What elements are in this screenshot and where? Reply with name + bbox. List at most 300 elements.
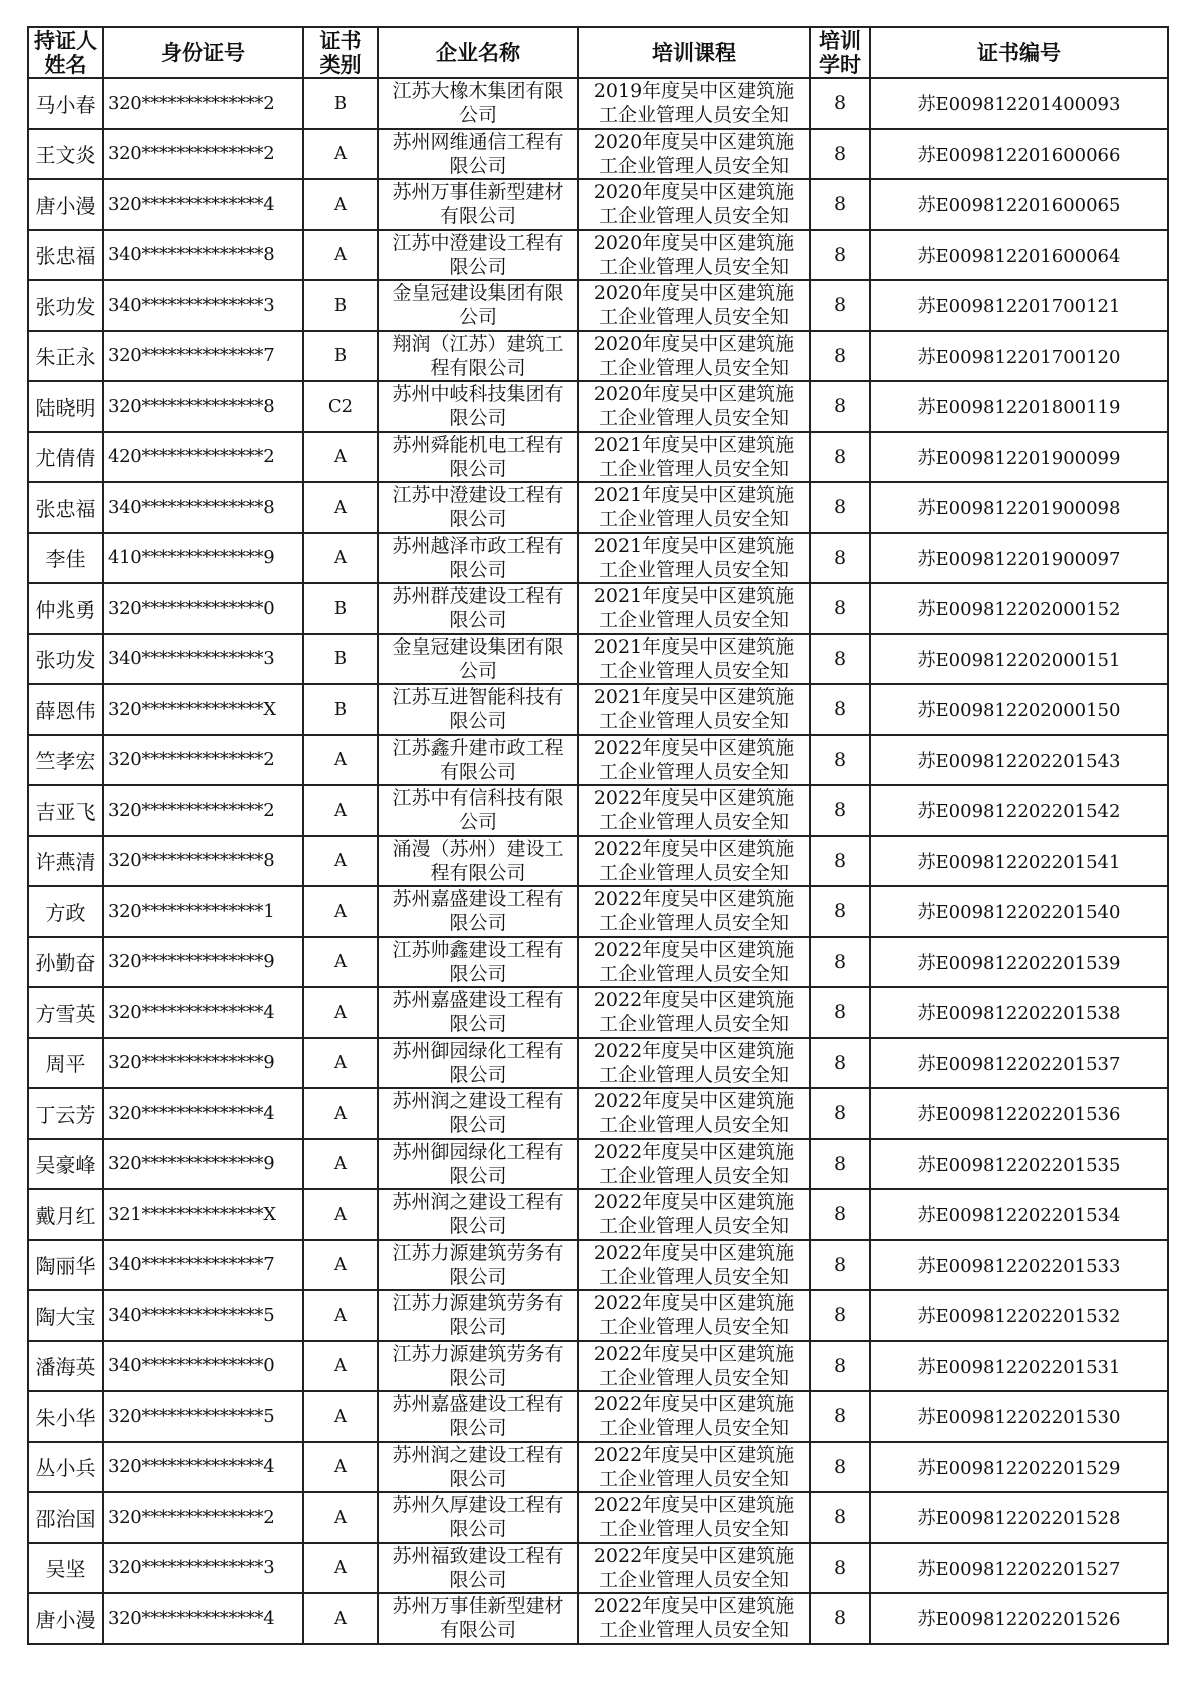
cell-course <box>578 1088 810 1139</box>
cell-id-number: 320**************8 <box>103 836 303 887</box>
certificate-table <box>27 26 1169 1645</box>
cell-course <box>578 886 810 937</box>
cell-hours: 8 <box>810 684 870 735</box>
header-category: 证书类别 <box>303 27 378 78</box>
table-row <box>28 634 1168 685</box>
cell-company <box>378 1593 578 1644</box>
cell-company <box>378 230 578 281</box>
cell-name: 张忠福 <box>28 482 103 533</box>
cell-course-text: 2022年度吴中区建筑施工企业管理人员安全知 <box>593 1140 795 1187</box>
table-row <box>28 78 1168 129</box>
cell-id-number: 320**************9 <box>103 1139 303 1190</box>
cell-category: C2 <box>303 381 378 432</box>
cell-category: B <box>303 78 378 129</box>
cell-company-text: 江苏中澄建设工程有限公司 <box>392 231 564 278</box>
cell-company <box>378 583 578 634</box>
cell-company-text: 苏州润之建设工程有限公司 <box>392 1090 564 1137</box>
table-body <box>28 78 1168 1644</box>
table-row <box>28 886 1168 937</box>
cell-hours: 8 <box>810 129 870 180</box>
cell-cert-no: 苏E009812201700120 <box>870 331 1168 382</box>
cell-category: A <box>303 1442 378 1493</box>
cell-cert-no: 苏E009812202201530 <box>870 1391 1168 1442</box>
cell-company-text: 江苏力源建筑劳务有限公司 <box>392 1241 564 1288</box>
cell-company <box>378 179 578 230</box>
cell-company <box>378 634 578 685</box>
cell-hours: 8 <box>810 583 870 634</box>
cell-name: 竺孝宏 <box>28 735 103 786</box>
cell-company-text: 苏州网维通信工程有限公司 <box>392 130 564 177</box>
cell-category: B <box>303 684 378 735</box>
cell-hours: 8 <box>810 1593 870 1644</box>
table-row <box>28 1341 1168 1392</box>
cell-course <box>578 1492 810 1543</box>
cell-course-text: 2022年度吴中区建筑施工企业管理人员安全知 <box>593 837 795 884</box>
cell-cert-no: 苏E009812202000152 <box>870 583 1168 634</box>
table-header-row <box>28 27 1168 78</box>
cell-company <box>378 1341 578 1392</box>
cell-company <box>378 280 578 331</box>
cell-name: 戴月红 <box>28 1189 103 1240</box>
cell-course-text: 2022年度吴中区建筑施工企业管理人员安全知 <box>593 1039 795 1086</box>
cell-name: 许燕清 <box>28 836 103 887</box>
cell-cert-no: 苏E009812201900099 <box>870 432 1168 483</box>
cell-id-number: 320**************0 <box>103 583 303 634</box>
table-row <box>28 735 1168 786</box>
cell-course <box>578 1543 810 1594</box>
cell-course-text: 2022年度吴中区建筑施工企业管理人员安全知 <box>593 1443 795 1490</box>
cell-company-text: 金皇冠建设集团有限公司 <box>392 282 564 329</box>
cell-company <box>378 937 578 988</box>
cell-course-text: 2020年度吴中区建筑施工企业管理人员安全知 <box>593 383 795 430</box>
cell-name: 李佳 <box>28 533 103 584</box>
cell-hours: 8 <box>810 1038 870 1089</box>
cell-course-text: 2020年度吴中区建筑施工企业管理人员安全知 <box>593 181 795 228</box>
cell-company <box>378 1543 578 1594</box>
cell-cert-no: 苏E009812201900098 <box>870 482 1168 533</box>
cell-name: 薛恩伟 <box>28 684 103 735</box>
table-row <box>28 1543 1168 1594</box>
cell-cert-no: 苏E009812202201539 <box>870 937 1168 988</box>
cell-course <box>578 280 810 331</box>
cell-name: 周平 <box>28 1038 103 1089</box>
cell-company <box>378 886 578 937</box>
cell-company-text: 江苏大橡木集团有限公司 <box>392 80 564 127</box>
cell-course <box>578 129 810 180</box>
cell-category: A <box>303 1593 378 1644</box>
cell-cert-no: 苏E009812202201528 <box>870 1492 1168 1543</box>
cell-id-number: 320**************4 <box>103 987 303 1038</box>
table-row <box>28 1189 1168 1240</box>
cell-company <box>378 1290 578 1341</box>
cell-category: A <box>303 987 378 1038</box>
table-row <box>28 1391 1168 1442</box>
cell-cert-no: 苏E009812201900097 <box>870 533 1168 584</box>
cell-course <box>578 634 810 685</box>
cell-name: 丁云芳 <box>28 1088 103 1139</box>
cell-course-text: 2021年度吴中区建筑施工企业管理人员安全知 <box>593 484 795 531</box>
cell-course <box>578 1391 810 1442</box>
cell-cert-no: 苏E009812202201531 <box>870 1341 1168 1392</box>
cell-name: 张忠福 <box>28 230 103 281</box>
cell-category: A <box>303 1391 378 1442</box>
cell-hours: 8 <box>810 1189 870 1240</box>
cell-id-number: 320**************9 <box>103 1038 303 1089</box>
cell-cert-no: 苏E009812201600064 <box>870 230 1168 281</box>
cell-cert-no: 苏E009812202201532 <box>870 1290 1168 1341</box>
cell-hours: 8 <box>810 735 870 786</box>
cell-course <box>578 1189 810 1240</box>
cell-hours: 8 <box>810 331 870 382</box>
cell-category: A <box>303 1492 378 1543</box>
cell-name: 吴坚 <box>28 1543 103 1594</box>
cell-company-text: 江苏中澄建设工程有限公司 <box>392 484 564 531</box>
table-row <box>28 1088 1168 1139</box>
cell-id-number: 340**************8 <box>103 482 303 533</box>
cell-course-text: 2021年度吴中区建筑施工企业管理人员安全知 <box>593 585 795 632</box>
table-row <box>28 1240 1168 1291</box>
cell-cert-no: 苏E009812202201543 <box>870 735 1168 786</box>
cell-hours: 8 <box>810 836 870 887</box>
cell-cert-no: 苏E009812201700121 <box>870 280 1168 331</box>
cell-course <box>578 1442 810 1493</box>
header-course: 培训课程 <box>578 27 810 78</box>
cell-category: A <box>303 836 378 887</box>
cell-id-number: 320**************8 <box>103 381 303 432</box>
cell-company <box>378 129 578 180</box>
cell-id-number: 320**************4 <box>103 1088 303 1139</box>
cell-id-number: 320**************4 <box>103 179 303 230</box>
cell-company <box>378 331 578 382</box>
cell-course-text: 2020年度吴中区建筑施工企业管理人员安全知 <box>593 130 795 177</box>
cell-company-text: 苏州嘉盛建设工程有限公司 <box>392 1393 564 1440</box>
cell-company <box>378 735 578 786</box>
table-row <box>28 1593 1168 1644</box>
cell-course <box>578 987 810 1038</box>
cell-id-number: 321**************X <box>103 1189 303 1240</box>
cell-course <box>578 937 810 988</box>
cell-course-text: 2022年度吴中区建筑施工企业管理人员安全知 <box>593 1393 795 1440</box>
cell-name: 潘海英 <box>28 1341 103 1392</box>
cell-course-text: 2021年度吴中区建筑施工企业管理人员安全知 <box>593 635 795 682</box>
cell-hours: 8 <box>810 533 870 584</box>
cell-name: 王文炎 <box>28 129 103 180</box>
cell-category: A <box>303 230 378 281</box>
cell-name: 陶大宝 <box>28 1290 103 1341</box>
cell-id-number: 320**************2 <box>103 785 303 836</box>
cell-id-number: 340**************7 <box>103 1240 303 1291</box>
cell-company <box>378 1442 578 1493</box>
cell-name: 方雪英 <box>28 987 103 1038</box>
cell-id-number: 320**************2 <box>103 735 303 786</box>
cell-course-text: 2022年度吴中区建筑施工企业管理人员安全知 <box>593 938 795 985</box>
cell-company-text: 苏州润之建设工程有限公司 <box>392 1191 564 1238</box>
cell-id-number: 320**************4 <box>103 1593 303 1644</box>
cell-company <box>378 1492 578 1543</box>
cell-cert-no: 苏E009812202201535 <box>870 1139 1168 1190</box>
cell-hours: 8 <box>810 1543 870 1594</box>
cell-company <box>378 482 578 533</box>
cell-name: 张功发 <box>28 634 103 685</box>
cell-course <box>578 735 810 786</box>
cell-id-number: 410**************9 <box>103 533 303 584</box>
cell-category: B <box>303 634 378 685</box>
cell-course <box>578 583 810 634</box>
cell-course <box>578 1593 810 1644</box>
cell-course-text: 2022年度吴中区建筑施工企业管理人员安全知 <box>593 1342 795 1389</box>
cell-category: A <box>303 1543 378 1594</box>
cell-course <box>578 179 810 230</box>
table-row <box>28 280 1168 331</box>
header-hours: 培训学时 <box>810 27 870 78</box>
table-row <box>28 432 1168 483</box>
table-row <box>28 230 1168 281</box>
cell-company <box>378 987 578 1038</box>
cell-name: 尤倩倩 <box>28 432 103 483</box>
cell-hours: 8 <box>810 1391 870 1442</box>
cell-course-text: 2021年度吴中区建筑施工企业管理人员安全知 <box>593 534 795 581</box>
cell-cert-no: 苏E009812201600065 <box>870 179 1168 230</box>
cell-name: 唐小漫 <box>28 1593 103 1644</box>
cell-category: A <box>303 1290 378 1341</box>
cell-hours: 8 <box>810 432 870 483</box>
cell-hours: 8 <box>810 179 870 230</box>
cell-hours: 8 <box>810 1139 870 1190</box>
cell-id-number: 320**************2 <box>103 129 303 180</box>
cell-cert-no: 苏E009812202201536 <box>870 1088 1168 1139</box>
cell-category: A <box>303 1038 378 1089</box>
cell-company-text: 苏州福致建设工程有限公司 <box>392 1544 564 1591</box>
cell-company-text: 苏州舜能机电工程有限公司 <box>392 433 564 480</box>
cell-category: A <box>303 1341 378 1392</box>
table-row <box>28 1038 1168 1089</box>
table-row <box>28 129 1168 180</box>
cell-course <box>578 533 810 584</box>
cell-course-text: 2022年度吴中区建筑施工企业管理人员安全知 <box>593 989 795 1036</box>
cell-company-text: 苏州万事佳新型建材有限公司 <box>392 181 564 228</box>
table-row <box>28 1442 1168 1493</box>
cell-cert-no: 苏E009812202201537 <box>870 1038 1168 1089</box>
cell-cert-no: 苏E009812202201527 <box>870 1543 1168 1594</box>
cell-id-number: 320**************2 <box>103 1492 303 1543</box>
cell-hours: 8 <box>810 280 870 331</box>
cell-hours: 8 <box>810 634 870 685</box>
cell-id-number: 340**************5 <box>103 1290 303 1341</box>
cell-course <box>578 1290 810 1341</box>
cell-category: B <box>303 280 378 331</box>
cell-course-text: 2022年度吴中区建筑施工企业管理人员安全知 <box>593 1090 795 1137</box>
cell-company-text: 涌漫（苏州）建设工程有限公司 <box>392 837 564 884</box>
cell-course <box>578 836 810 887</box>
cell-name: 马小春 <box>28 78 103 129</box>
cell-company <box>378 1240 578 1291</box>
table-row <box>28 179 1168 230</box>
cell-course-text: 2022年度吴中区建筑施工企业管理人员安全知 <box>593 888 795 935</box>
cell-category: A <box>303 1139 378 1190</box>
cell-hours: 8 <box>810 1492 870 1543</box>
cell-company <box>378 684 578 735</box>
cell-name: 陆晓明 <box>28 381 103 432</box>
cell-name: 邵治国 <box>28 1492 103 1543</box>
cell-company-text: 江苏力源建筑劳务有限公司 <box>392 1292 564 1339</box>
header-company: 企业名称 <box>378 27 578 78</box>
cell-cert-no: 苏E009812202201526 <box>870 1593 1168 1644</box>
cell-name: 孙勤奋 <box>28 937 103 988</box>
table-row <box>28 583 1168 634</box>
table-row <box>28 684 1168 735</box>
cell-company <box>378 1088 578 1139</box>
cell-hours: 8 <box>810 1341 870 1392</box>
cell-company-text: 苏州久厚建设工程有限公司 <box>392 1494 564 1541</box>
cell-cert-no: 苏E009812201400093 <box>870 78 1168 129</box>
cell-company-text: 苏州万事佳新型建材有限公司 <box>392 1595 564 1642</box>
certificate-table-sheet <box>27 26 1169 1645</box>
cell-id-number: 320**************5 <box>103 1391 303 1442</box>
cell-course <box>578 1038 810 1089</box>
cell-id-number: 340**************8 <box>103 230 303 281</box>
cell-course <box>578 78 810 129</box>
table-row <box>28 533 1168 584</box>
table-row <box>28 937 1168 988</box>
cell-id-number: 320**************X <box>103 684 303 735</box>
cell-course <box>578 785 810 836</box>
cell-course <box>578 1341 810 1392</box>
cell-cert-no: 苏E009812202201541 <box>870 836 1168 887</box>
cell-hours: 8 <box>810 1442 870 1493</box>
cell-company-text: 江苏互进智能科技有限公司 <box>392 686 564 733</box>
cell-name: 仲兆勇 <box>28 583 103 634</box>
table-row <box>28 1492 1168 1543</box>
cell-hours: 8 <box>810 937 870 988</box>
cell-course-text: 2021年度吴中区建筑施工企业管理人员安全知 <box>593 686 795 733</box>
cell-cert-no: 苏E009812201800119 <box>870 381 1168 432</box>
cell-category: A <box>303 937 378 988</box>
cell-name: 张功发 <box>28 280 103 331</box>
cell-hours: 8 <box>810 1290 870 1341</box>
cell-cert-no: 苏E009812201600066 <box>870 129 1168 180</box>
cell-name: 朱小华 <box>28 1391 103 1442</box>
cell-company-text: 翔润（江苏）建筑工程有限公司 <box>392 332 564 379</box>
cell-id-number: 420**************2 <box>103 432 303 483</box>
cell-category: A <box>303 886 378 937</box>
cell-course <box>578 381 810 432</box>
cell-company <box>378 836 578 887</box>
cell-course-text: 2022年度吴中区建筑施工企业管理人员安全知 <box>593 1191 795 1238</box>
cell-company-text: 苏州嘉盛建设工程有限公司 <box>392 888 564 935</box>
cell-company <box>378 785 578 836</box>
cell-id-number: 340**************3 <box>103 280 303 331</box>
cell-category: A <box>303 432 378 483</box>
cell-company-text: 苏州御园绿化工程有限公司 <box>392 1140 564 1187</box>
cell-course-text: 2022年度吴中区建筑施工企业管理人员安全知 <box>593 1241 795 1288</box>
cell-id-number: 320**************3 <box>103 1543 303 1594</box>
cell-course-text: 2020年度吴中区建筑施工企业管理人员安全知 <box>593 332 795 379</box>
cell-name: 方政 <box>28 886 103 937</box>
cell-id-number: 320**************4 <box>103 1442 303 1493</box>
cell-cert-no: 苏E009812202201538 <box>870 987 1168 1038</box>
cell-course-text: 2019年度吴中区建筑施工企业管理人员安全知 <box>593 80 795 127</box>
cell-company <box>378 78 578 129</box>
cell-company-text: 江苏中有信科技有限公司 <box>392 787 564 834</box>
cell-category: A <box>303 785 378 836</box>
cell-company-text: 江苏力源建筑劳务有限公司 <box>392 1342 564 1389</box>
cell-course <box>578 1139 810 1190</box>
cell-cert-no: 苏E009812202201529 <box>870 1442 1168 1493</box>
cell-company <box>378 432 578 483</box>
cell-name: 朱正永 <box>28 331 103 382</box>
cell-id-number: 320**************2 <box>103 78 303 129</box>
cell-category: A <box>303 129 378 180</box>
cell-hours: 8 <box>810 987 870 1038</box>
cell-category: A <box>303 482 378 533</box>
cell-name: 丛小兵 <box>28 1442 103 1493</box>
cell-name: 唐小漫 <box>28 179 103 230</box>
cell-id-number: 320**************1 <box>103 886 303 937</box>
cell-company-text: 苏州嘉盛建设工程有限公司 <box>392 989 564 1036</box>
cell-course <box>578 684 810 735</box>
cell-company-text: 江苏帅鑫建设工程有限公司 <box>392 938 564 985</box>
cell-course <box>578 432 810 483</box>
header-cert-no: 证书编号 <box>870 27 1168 78</box>
cell-company <box>378 1391 578 1442</box>
cell-cert-no: 苏E009812202201542 <box>870 785 1168 836</box>
table-row <box>28 381 1168 432</box>
cell-name: 吉亚飞 <box>28 785 103 836</box>
table-row <box>28 482 1168 533</box>
cell-category: B <box>303 583 378 634</box>
cell-name: 陶丽华 <box>28 1240 103 1291</box>
cell-id-number: 340**************3 <box>103 634 303 685</box>
cell-id-number: 340**************0 <box>103 1341 303 1392</box>
cell-course <box>578 1240 810 1291</box>
cell-course <box>578 482 810 533</box>
cell-course-text: 2022年度吴中区建筑施工企业管理人员安全知 <box>593 1595 795 1642</box>
table-row <box>28 1139 1168 1190</box>
cell-company-text: 苏州越泽市政工程有限公司 <box>392 534 564 581</box>
cell-course-text: 2020年度吴中区建筑施工企业管理人员安全知 <box>593 282 795 329</box>
table-row <box>28 1290 1168 1341</box>
cell-hours: 8 <box>810 482 870 533</box>
cell-hours: 8 <box>810 381 870 432</box>
cell-cert-no: 苏E009812202000150 <box>870 684 1168 735</box>
cell-course-text: 2022年度吴中区建筑施工企业管理人员安全知 <box>593 1292 795 1339</box>
cell-cert-no: 苏E009812202201533 <box>870 1240 1168 1291</box>
cell-category: A <box>303 1189 378 1240</box>
cell-category: B <box>303 331 378 382</box>
cell-course-text: 2021年度吴中区建筑施工企业管理人员安全知 <box>593 433 795 480</box>
cell-category: A <box>303 533 378 584</box>
cell-hours: 8 <box>810 230 870 281</box>
cell-hours: 8 <box>810 1088 870 1139</box>
cell-hours: 8 <box>810 78 870 129</box>
cell-course <box>578 230 810 281</box>
table-row <box>28 987 1168 1038</box>
cell-category: A <box>303 1240 378 1291</box>
cell-company-text: 苏州御园绿化工程有限公司 <box>392 1039 564 1086</box>
cell-company <box>378 1189 578 1240</box>
cell-company <box>378 533 578 584</box>
cell-category: A <box>303 1088 378 1139</box>
cell-company-text: 苏州群茂建设工程有限公司 <box>392 585 564 632</box>
cell-course-text: 2022年度吴中区建筑施工企业管理人员安全知 <box>593 1494 795 1541</box>
cell-company <box>378 381 578 432</box>
cell-course <box>578 331 810 382</box>
cell-company-text: 江苏鑫升建市政工程有限公司 <box>392 736 564 783</box>
table-row <box>28 836 1168 887</box>
table-row <box>28 331 1168 382</box>
cell-id-number: 320**************9 <box>103 937 303 988</box>
cell-cert-no: 苏E009812202000151 <box>870 634 1168 685</box>
